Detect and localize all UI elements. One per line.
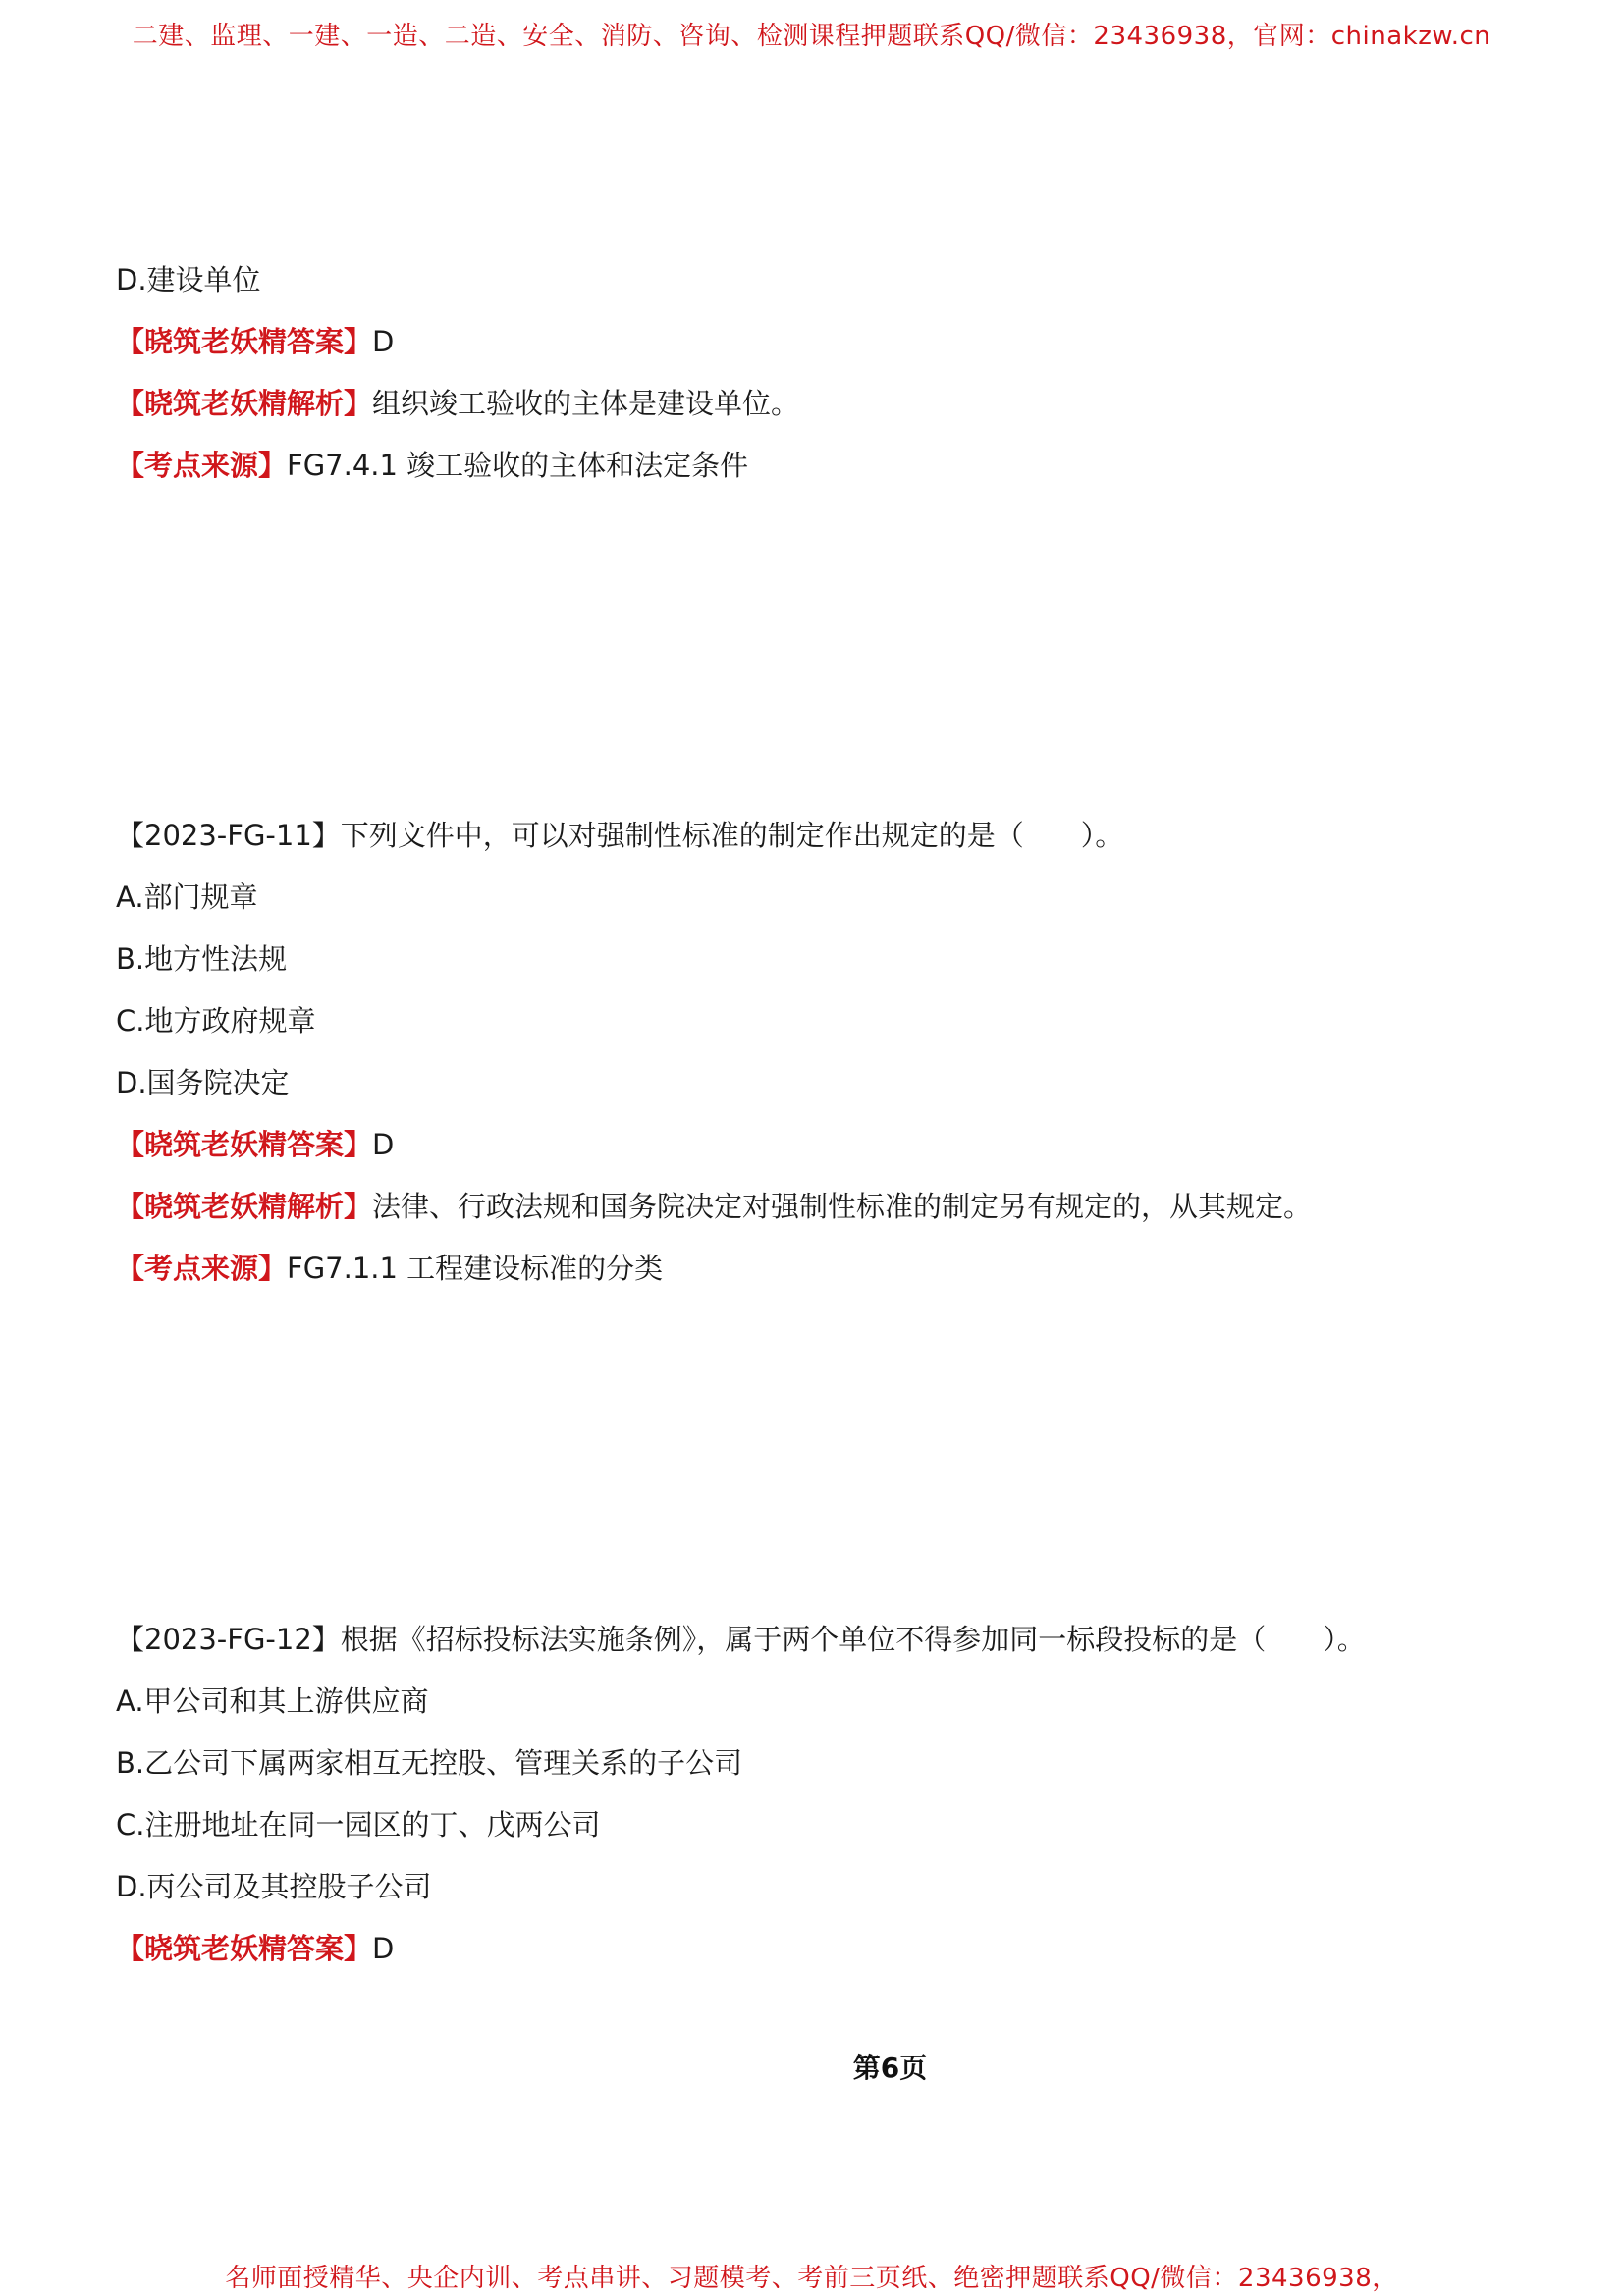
option-c: C.地方政府规章 — [116, 1004, 316, 1038]
option-d: D.国务院决定 — [116, 1066, 290, 1099]
source-tag: 【考点来源】 — [116, 1252, 288, 1285]
answer-tag: 【晓筑老妖精答案】 — [116, 1932, 373, 1965]
option-d: D.丙公司及其控股子公司 — [116, 1870, 432, 1903]
source-tag: 【考点来源】 — [116, 449, 288, 482]
answer-line — [116, 324, 394, 359]
source-line — [116, 448, 748, 483]
analysis-line — [116, 1189, 1312, 1224]
page-number: 第6页 — [852, 2052, 928, 2084]
analysis-tag: 【晓筑老妖精解析】 — [116, 387, 373, 420]
answer-value: D — [372, 1932, 395, 1965]
header-banner: 二建、监理、一建、一造、二造、安全、消防、咨询、检测课程押题联系QQ/微信：23436938，官网：chinakzw.cn — [132, 22, 1491, 51]
option-d: D.建设单位 — [116, 263, 261, 296]
question-2023-fg-12: 【2023-FG-12】根据《招标投标法实施条例》，属于两个单位不得参加同一标段投标的是（ ）。 — [116, 1623, 1366, 1656]
option-b: B.地方性法规 — [116, 942, 288, 976]
source-text: FG7.4.1 竣工验收的主体和法定条件 — [287, 449, 749, 482]
answer-value: D — [372, 1128, 395, 1161]
option-a: A.部门规章 — [116, 881, 258, 914]
source-line — [116, 1251, 663, 1286]
answer-tag: 【晓筑老妖精答案】 — [116, 1128, 373, 1161]
option-c: C.注册地址在同一园区的丁、戊两公司 — [116, 1808, 601, 1842]
answer-value: D — [372, 325, 395, 358]
footer-banner: 名师面授精华、央企内训、考点串讲、习题模考、考前三页纸、绝密押题联系QQ/微信：23436938， — [225, 2264, 1398, 2293]
answer-line — [116, 1931, 394, 1966]
answer-tag: 【晓筑老妖精答案】 — [116, 325, 373, 358]
analysis-text: 组织竣工验收的主体是建设单位。 — [372, 387, 800, 420]
source-text: FG7.1.1 工程建设标准的分类 — [287, 1252, 664, 1285]
analysis-line — [116, 386, 799, 421]
option-a: A.甲公司和其上游供应商 — [116, 1684, 429, 1718]
option-b: B.乙公司下属两家相互无控股、管理关系的子公司 — [116, 1746, 743, 1780]
question-2023-fg-11: 【2023-FG-11】下列文件中，可以对强制性标准的制定作出规定的是（ ）。 — [116, 819, 1124, 852]
answer-line — [116, 1127, 394, 1162]
analysis-tag: 【晓筑老妖精解析】 — [116, 1190, 373, 1223]
analysis-text: 法律、行政法规和国务院决定对强制性标准的制定另有规定的，从其规定。 — [372, 1190, 1313, 1223]
